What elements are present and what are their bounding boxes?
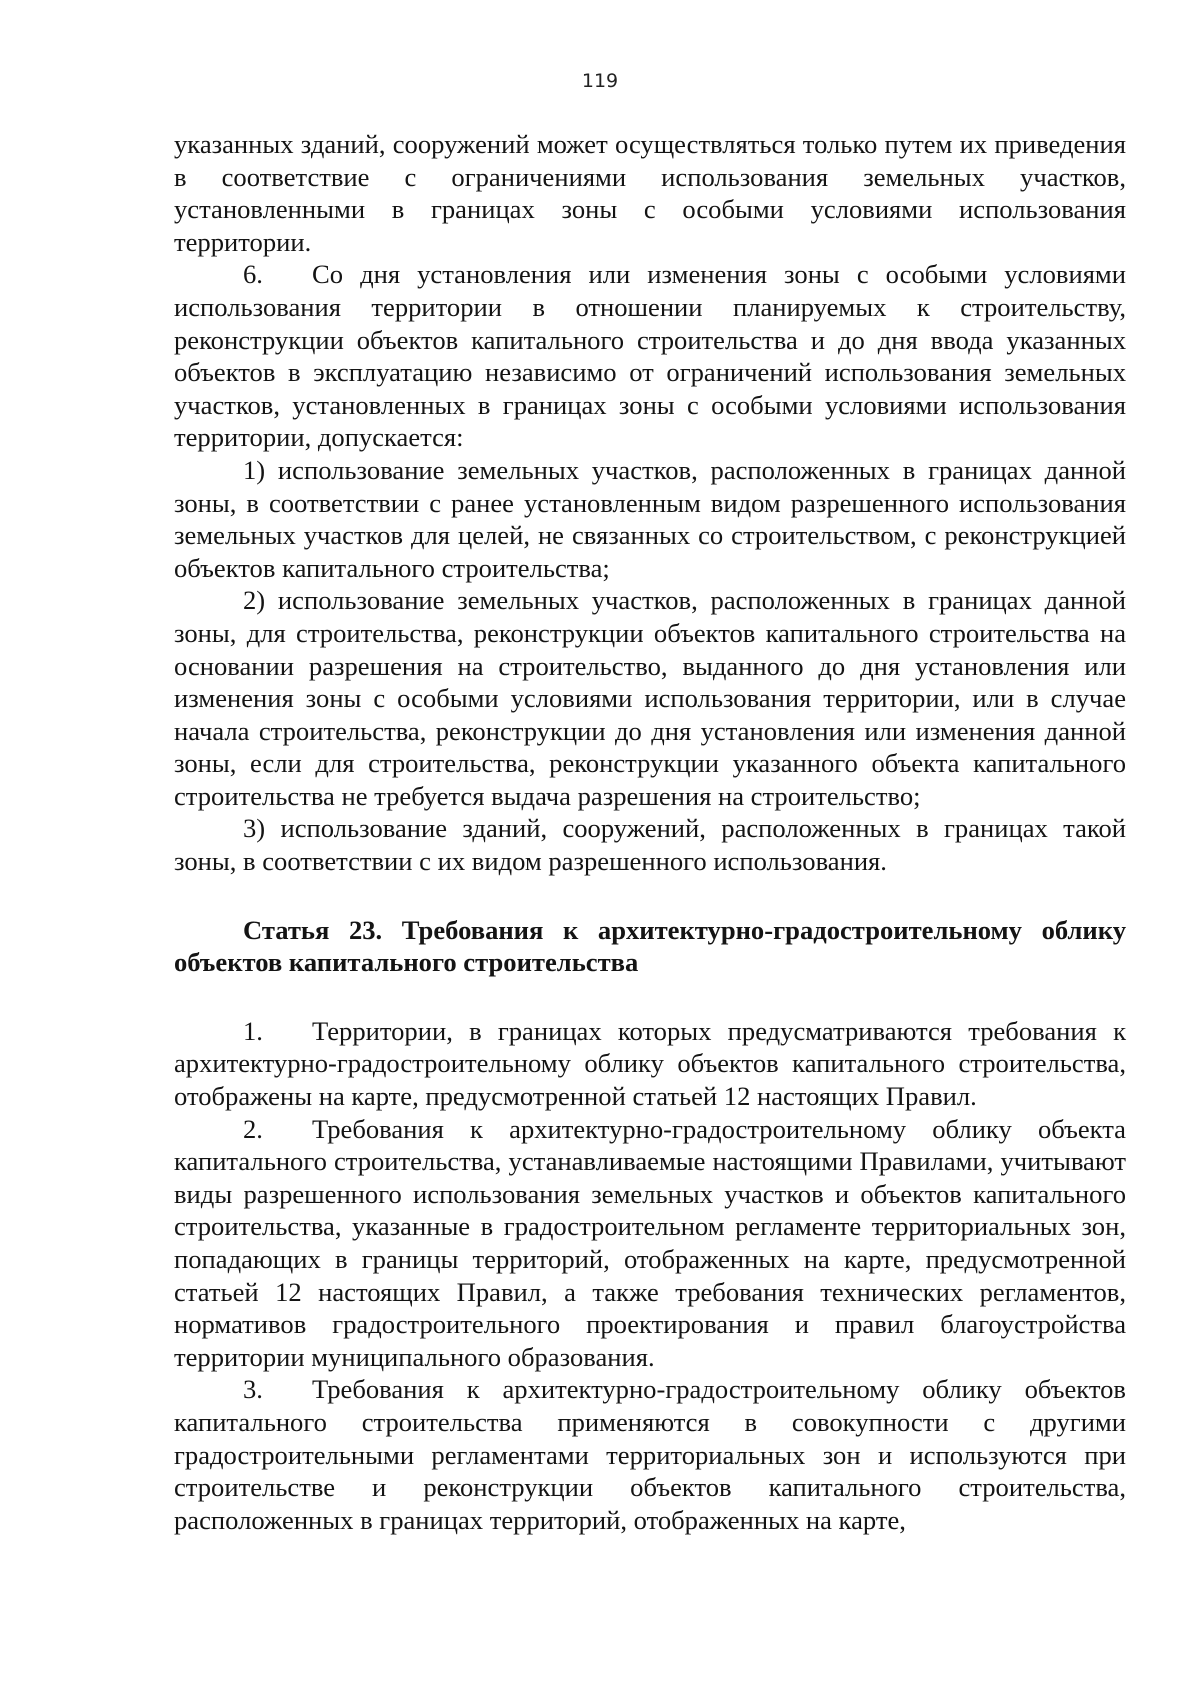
item-number: 2. bbox=[243, 1113, 263, 1144]
item-text: Требования к архитектурно-градостроительному облику объектов капитального строительства применяются в совокупности с другими градостроительными регламентами территориальных зон и используются при строительстве и реконструкции объектов капитального строительства, расположенных в границах территорий, отображенных на карте, bbox=[174, 1374, 1126, 1535]
article-item-1 bbox=[174, 1015, 1126, 1113]
item-text: Требования к архитектурно-градостроительному облику объекта капитального строительства, устанавливаемые настоящими Правилами, учитывают виды разрешенного использования земельных участков и объектов капитального строительства, указанные в градостроительном регламенте территориальных зон, попадающих в границы территорий, отображенных на карте, предусмотренной статьей 12 настоящих Правил, а также требования технических регламентов, нормативов градостроительного проектирования и правил благоустройства территории муниципального образования. bbox=[174, 1113, 1126, 1372]
subitem-2: 2) использование земельных участков, расположенных в границах данной зоны, для строительства, реконструкции объектов капитального строительства на основании разрешения на строительство, выданного до дня установления или изменения зоны с особыми условиями использования территории, или в случае начала строительства, реконструкции до дня установления или изменения данной зоны, если для строительства, реконструкции указанного объекта капитального строительства не требуется выдача разрешения на строительство; bbox=[174, 585, 1126, 811]
item-number: 1. bbox=[243, 1015, 263, 1046]
subitem-3: 3) использование зданий, сооружений, расположенных в границах такой зоны, в соответствии с их видом разрешенного использования. bbox=[174, 813, 1126, 877]
item-text: Со дня установления или изменения зоны с особыми условиями использования территории в отношении планируемых к строительству, реконструкции объектов капитального строительства и до дня ввода указанных объектов в эксплуатацию независимо от ограничений использования земельных участков, установленных в границах зоны с особыми условиями использования территории, допускается: bbox=[174, 259, 1126, 453]
document-body bbox=[174, 128, 1126, 1536]
paragraph-item-6 bbox=[174, 258, 1126, 454]
item-number: 6. bbox=[243, 259, 263, 290]
article-heading: Статья 23. Требования к архитектурно-градостроительному облику объектов капитального строительства bbox=[174, 914, 1126, 978]
paragraph-continuation: указанных зданий, сооружений может осуществляться только путем их приведения в соответствие с ограничениями использования земельных участков, установленными в границах зоны с особыми условиями использования территории. bbox=[174, 129, 1126, 257]
item-text: Территории, в границах которых предусматриваются требования к архитектурно-градостроительному облику объектов капитального строительства, отображены на карте, предусмотренной статьей 12 настоящих Правил. bbox=[174, 1015, 1126, 1112]
page-number: 119 bbox=[581, 70, 619, 92]
item-number: 3. bbox=[243, 1374, 263, 1405]
subitem-1: 1) использование земельных участков, расположенных в границах данной зоны, в соответствии с ранее установленным видом разрешенного использования земельных участков для целей, не связанных со строительством, с реконструкцией объектов капитального строительства; bbox=[174, 454, 1126, 583]
article-item-2 bbox=[174, 1113, 1126, 1374]
article-item-3 bbox=[174, 1373, 1126, 1536]
